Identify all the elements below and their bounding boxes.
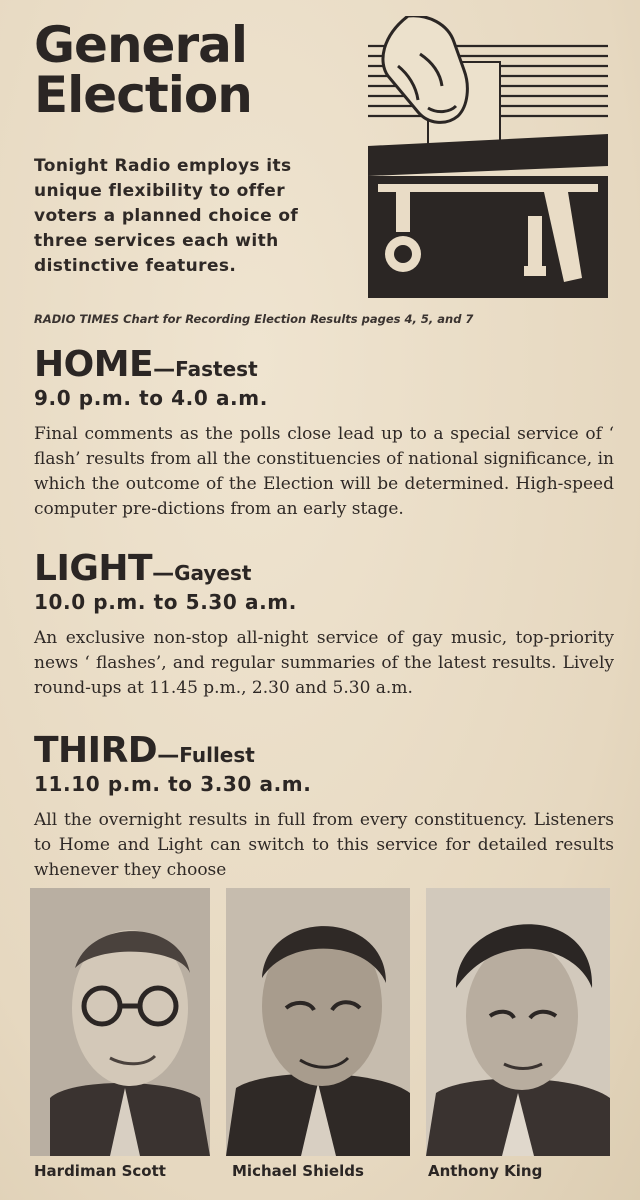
- service-description: An exclusive non-stop all-night service of gay music, top-priority news ‘ flashes’, and regular summaries of the latest results. Lively round-ups at 11.45 p.m., 2.30 and 5.30 a.m.: [34, 628, 614, 698]
- service-description: All the overnight results in full from every constituency. Listeners to Home and Light can switch to this service for detailed results whenever they choose: [34, 810, 614, 880]
- photo-presenter-3: [426, 888, 610, 1156]
- ballot-box-illustration: [368, 16, 608, 298]
- chart-note: RADIO TIMES Chart for Recording Election Results pages 4, 5, and 7: [34, 312, 474, 326]
- photo-captions: [30, 1162, 620, 1188]
- section-home: [34, 344, 614, 522]
- heading-dash: —: [157, 743, 180, 768]
- broadcast-time: 9.0 p.m. to 4.0 a.m.: [34, 386, 268, 410]
- service-name: THIRD: [34, 730, 158, 771]
- section-third: [34, 730, 614, 883]
- intro-paragraph: Tonight Radio employs its unique flexibility to offer voters a planned choice of three services each with distinctive features.: [34, 156, 299, 276]
- title-line-general: General: [34, 16, 247, 74]
- photo-presenter-2: [226, 888, 410, 1156]
- broadcast-time: 10.0 p.m. to 5.30 a.m.: [34, 590, 297, 614]
- section-heading: [34, 730, 614, 772]
- portrait-icon: [226, 888, 410, 1156]
- caption-michael-shields: Michael Shields: [232, 1162, 364, 1180]
- service-tagline: Gayest: [174, 561, 252, 585]
- section-heading: [34, 548, 614, 590]
- section-light: [34, 548, 614, 701]
- title-line-election: Election: [34, 66, 252, 124]
- heading-dash: —: [153, 357, 176, 382]
- ballot-hand-icon: [368, 16, 608, 298]
- caption-hardiman-scott: Hardiman Scott: [34, 1162, 166, 1180]
- presenter-photos: [30, 888, 610, 1156]
- caption-anthony-king: Anthony King: [428, 1162, 543, 1180]
- section-heading: [34, 344, 614, 386]
- service-tagline: Fastest: [175, 357, 258, 381]
- service-tagline: Fullest: [179, 743, 255, 767]
- portrait-icon: [426, 888, 610, 1156]
- heading-dash: —: [152, 561, 175, 586]
- page-title: [34, 16, 354, 124]
- photo-presenter-1: [30, 888, 210, 1156]
- broadcast-time: 11.10 p.m. to 3.30 a.m.: [34, 772, 312, 796]
- service-name: HOME: [34, 344, 154, 385]
- portrait-icon: [30, 888, 210, 1156]
- service-name: LIGHT: [34, 548, 153, 589]
- service-description: Final comments as the polls close lead up to a special service of ‘ flash’ results from all the constituencies of national significance, in which the outcome of the Election will be determined. High-speed computer pre-dictions from an early stage.: [34, 424, 614, 519]
